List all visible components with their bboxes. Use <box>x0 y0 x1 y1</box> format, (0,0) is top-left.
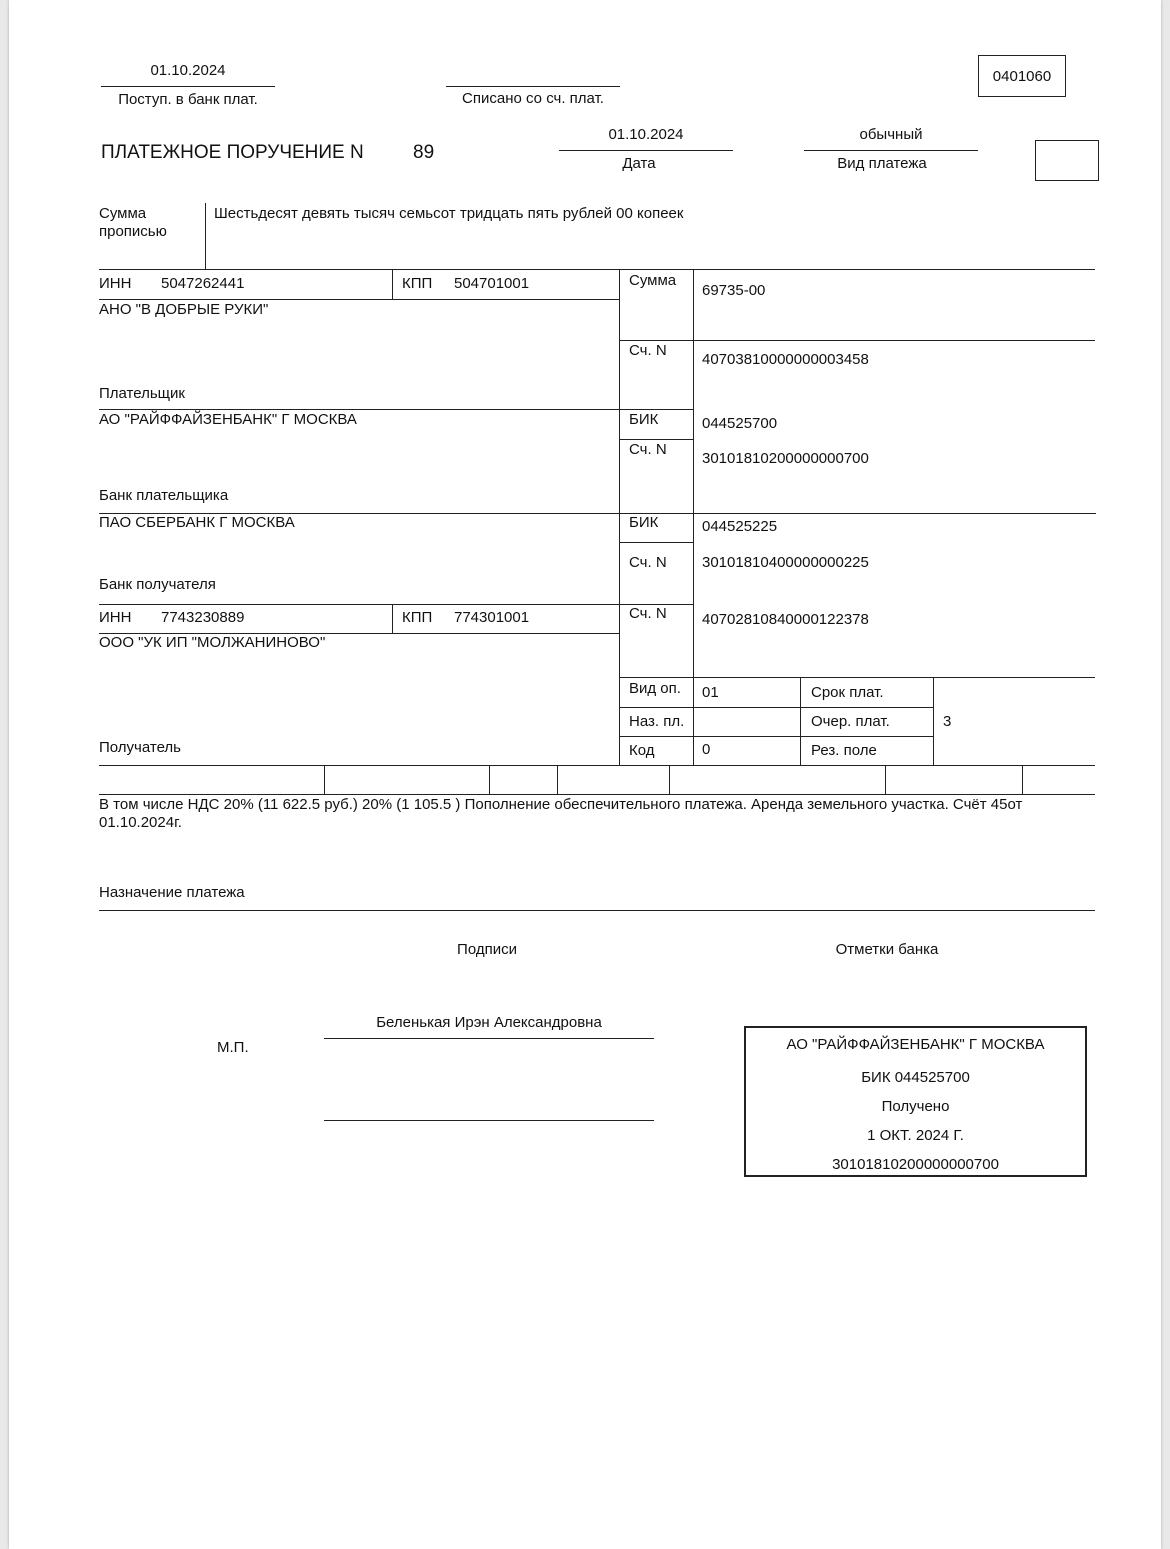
amount-label: Сумма <box>629 272 677 289</box>
payer-account: 40703810000000003458 <box>702 351 869 368</box>
grid-line <box>99 794 1095 795</box>
payee-kpp-label: КПП <box>402 609 433 626</box>
payment-purpose-label: Назначение платежа <box>99 884 245 901</box>
status-box <box>1035 140 1099 181</box>
bank-stamp-account: 30101810200000000700 <box>832 1156 999 1173</box>
op-type-label: Вид оп. <box>629 680 681 697</box>
payer-inn-divider <box>392 269 393 299</box>
grid-line <box>619 736 934 737</box>
signer-name: Беленькая Ирэн Александровна <box>376 1014 602 1031</box>
tax-field-divider <box>1022 765 1023 794</box>
payee-name: ООО "УК ИП "МОЛЖАНИНОВО" <box>99 634 326 651</box>
code-value: 0 <box>702 741 711 758</box>
bank-stamp-status: Получено <box>881 1098 950 1115</box>
payee-label: Получатель <box>99 739 181 756</box>
payee-bank-label: Банк получателя <box>99 576 216 593</box>
grid-vline-values <box>693 269 694 765</box>
order-date-line <box>559 150 733 151</box>
bank-stamp <box>744 1026 1087 1177</box>
grid-vline-labels <box>619 269 620 765</box>
bank-stamp-date: 1 ОКТ. 2024 Г. <box>867 1127 964 1144</box>
signatures-label: Подписи <box>457 941 517 958</box>
payer-bank-bik: 044525700 <box>702 415 778 432</box>
payer-bank-name: АО "РАЙФФАЙЗЕНБАНК" Г МОСКВА <box>99 411 357 428</box>
amount-words-label-1: Сумма <box>99 205 147 222</box>
due-label: Срок плат. <box>811 684 884 701</box>
payer-inn: 5047262441 <box>161 275 245 292</box>
grid-line <box>619 707 934 708</box>
page-title: ПЛАТЕЖНОЕ ПОРУЧЕНИЕ N <box>101 142 364 163</box>
amount-words-label-2: прописью <box>99 223 167 240</box>
payer-label: Плательщик <box>99 385 185 402</box>
bank-marks-label: Отметки банка <box>835 941 939 958</box>
payee-bank-bik-label: БИК <box>629 514 659 531</box>
payer-inn-label: ИНН <box>99 275 132 292</box>
grid-line <box>99 409 693 410</box>
tax-field-divider <box>324 765 325 794</box>
payee-bank-account-label: Сч. N <box>629 554 667 571</box>
payment-order-page <box>9 0 1161 1549</box>
grid-line <box>619 542 693 543</box>
payee-inn-divider <box>392 604 393 633</box>
grid-vline <box>800 677 801 765</box>
received-date: 01.10.2024 <box>150 62 226 79</box>
grid-line <box>99 299 619 300</box>
tax-field-divider <box>669 765 670 794</box>
order-date-label: Дата <box>622 155 656 172</box>
payer-bank-label: Банк плательщика <box>99 487 229 504</box>
grid-line <box>99 910 1095 911</box>
signature-line-2 <box>324 1120 654 1121</box>
amount-value: 69735-00 <box>702 282 766 299</box>
grid-line <box>619 340 1095 341</box>
payment-purpose: В том числе НДС 20% (11 622.5 руб.) 20% (1 105.5 ) Пополнение обеспечительного платежа. Аренда земельного участка. Счёт 45от 01.10.2024г. <box>99 796 1023 831</box>
reserve-label: Рез. поле <box>811 742 877 759</box>
debited-date-line <box>446 86 620 87</box>
payee-account: 40702810840000122378 <box>702 611 869 628</box>
stamp-label: М.П. <box>217 1039 249 1056</box>
signature-line-1 <box>324 1038 654 1039</box>
payer-bank-bik-label: БИК <box>629 411 659 428</box>
payee-bank-name: ПАО СБЕРБАНК Г МОСКВА <box>99 514 295 531</box>
payee-inn: 7743230889 <box>161 609 245 626</box>
payee-inn-label: ИНН <box>99 609 132 626</box>
bank-stamp-bik: БИК 044525700 <box>861 1069 970 1086</box>
tax-field-divider <box>557 765 558 794</box>
grid-line <box>619 439 693 440</box>
form-code-box <box>978 55 1066 97</box>
payee-bank-account: 30101810400000000225 <box>702 554 869 571</box>
payee-bank-bik: 044525225 <box>702 518 778 535</box>
op-type: 01 <box>702 684 719 701</box>
payment-type-label: Вид платежа <box>837 155 927 172</box>
debited-label: Списано со сч. плат. <box>462 90 604 107</box>
payment-type-line <box>804 150 978 151</box>
payee-kpp: 774301001 <box>454 609 530 626</box>
order-date: 01.10.2024 <box>608 126 684 143</box>
bank-stamp-bank: АО "РАЙФФАЙЗЕНБАНК" Г МОСКВА <box>786 1036 1045 1053</box>
grid-line <box>99 765 1095 766</box>
purpose-code-label: Наз. пл. <box>629 713 685 730</box>
grid-line <box>99 269 1095 270</box>
amount-words-divider <box>205 203 206 269</box>
payee-account-label: Сч. N <box>629 605 667 622</box>
payer-bank-account-label: Сч. N <box>629 441 667 458</box>
amount-words: Шестьдесят девять тысяч семьсот тридцать пять рублей 00 копеек <box>214 205 684 222</box>
priority-value: 3 <box>943 713 952 730</box>
grid-vline <box>933 677 934 765</box>
tax-field-divider <box>489 765 490 794</box>
payer-name: АНО "В ДОБРЫЕ РУКИ" <box>99 301 269 318</box>
payer-kpp-label: КПП <box>402 275 433 292</box>
grid-line <box>99 604 693 605</box>
payer-account-label: Сч. N <box>629 342 667 359</box>
payer-kpp: 504701001 <box>454 275 530 292</box>
received-date-line <box>101 86 275 87</box>
priority-label: Очер. плат. <box>811 713 890 730</box>
payment-type: обычный <box>859 126 923 143</box>
code-label: Код <box>629 742 655 759</box>
form-code: 0401060 <box>992 68 1052 85</box>
received-label: Поступ. в банк плат. <box>118 91 258 108</box>
tax-field-divider <box>885 765 886 794</box>
grid-line <box>619 677 1095 678</box>
order-number: 89 <box>413 142 435 163</box>
payer-bank-account: 30101810200000000700 <box>702 450 869 467</box>
